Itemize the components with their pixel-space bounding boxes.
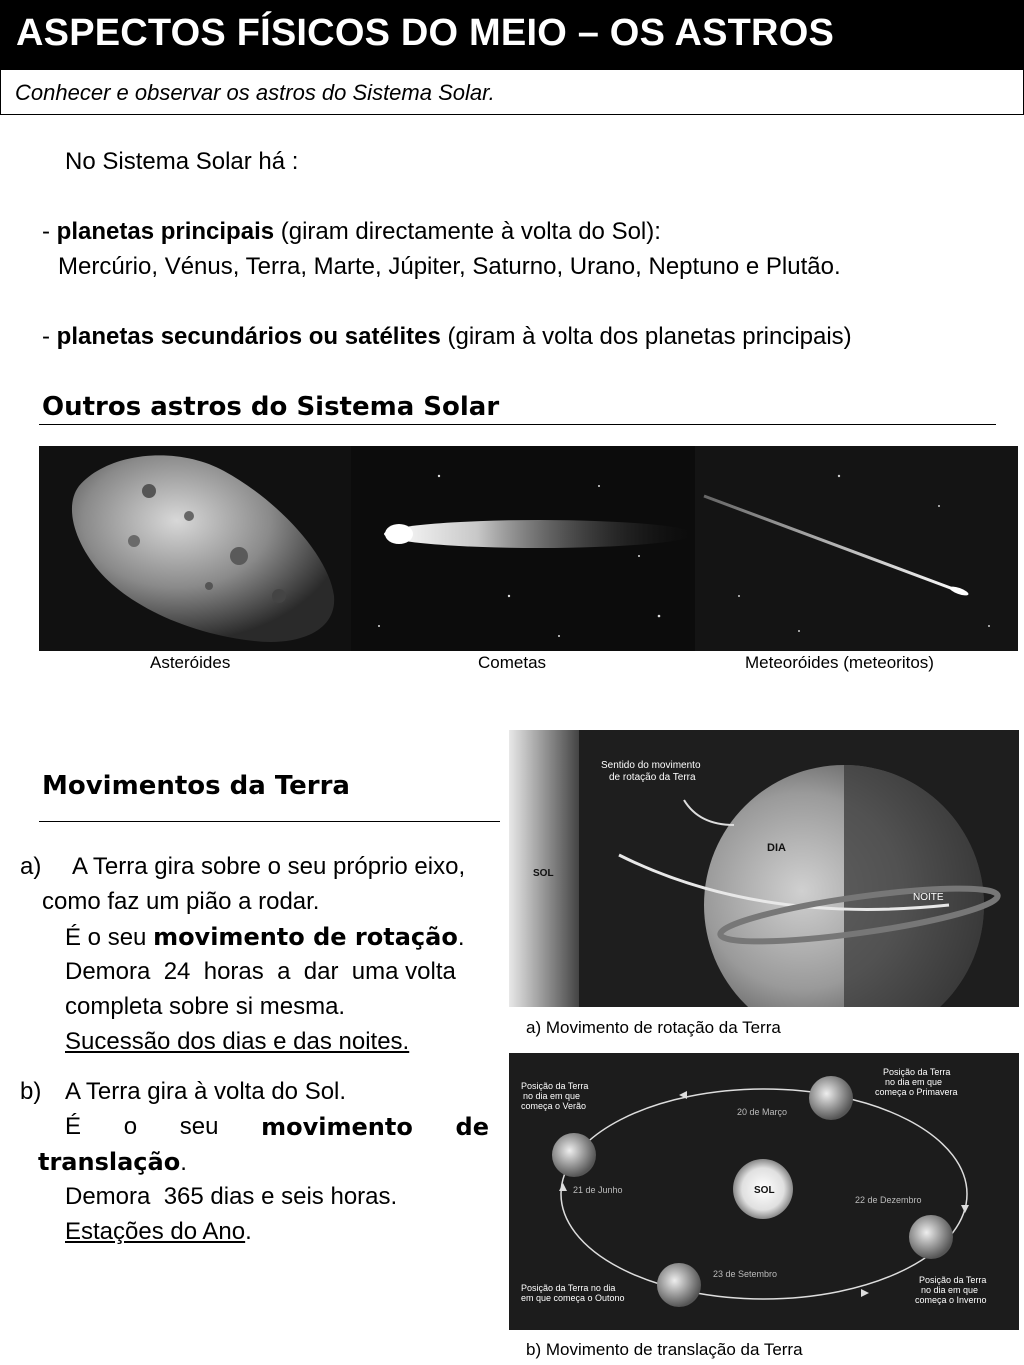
translation-text-line5: [65, 1218, 252, 1246]
rotation-figure-svg: [509, 730, 1019, 1007]
rotation-text-line3: [65, 923, 465, 952]
date-junho: 21 de Junho: [573, 1185, 623, 1195]
dash: -: [42, 218, 57, 245]
word: seu: [179, 1113, 219, 1140]
term-translacao: translação: [38, 1148, 181, 1176]
text: É o seu: [65, 924, 154, 951]
item-marker-a: a): [20, 853, 42, 880]
label-sentido-2: de rotação da Terra: [609, 772, 696, 783]
rotation-text-line5: completa sobre si mesma.: [65, 993, 346, 1020]
term-de: de: [455, 1113, 489, 1141]
primavera-label-2: no dia em que: [885, 1077, 943, 1087]
caption-asteroides: Asteróides: [150, 653, 231, 672]
page-title: ASPECTOS FÍSICOS DO MEIO – OS ASTROS: [16, 12, 835, 54]
item-desc: (giram à volta dos planetas principais): [440, 323, 852, 350]
rotation-text-line2: como faz um pião a rodar.: [42, 888, 320, 915]
section-heading-movimentos: Movimentos da Terra: [42, 771, 350, 801]
label-sol: SOL: [533, 868, 554, 879]
rotation-figure: [509, 730, 1019, 1007]
astros-photo-svg: [39, 446, 1018, 651]
date-setembro: 23 de Setembro: [713, 1269, 778, 1279]
label-dia: DIA: [767, 842, 786, 854]
intro-item-planetas-principais: [42, 218, 661, 246]
heading-rule: [39, 821, 500, 822]
intro-item-satelites: [42, 323, 852, 351]
caption-cometas: Cometas: [478, 653, 547, 672]
outono-label-1: Posição da Terra no dia: [521, 1283, 616, 1293]
date-marco: 20 de Março: [737, 1107, 788, 1117]
outono-label-2: em que começa o Outono: [521, 1293, 625, 1303]
rotation-text-line4: Demora 24 horas a dar uma volta: [65, 958, 456, 985]
primavera-label-1: Posição da Terra: [883, 1067, 951, 1077]
primavera-label-3: começa o Primavera: [875, 1087, 958, 1097]
intro-lead: No Sistema Solar há :: [65, 148, 299, 175]
term-movimento-rotacao: movimento de rotação: [153, 923, 458, 951]
term-planetas-principais: planetas principais: [56, 218, 275, 245]
translation-text-line2: [65, 1113, 489, 1141]
term-satelites: planetas secundários ou satélites: [56, 323, 441, 350]
verao-label-3: começa o Verão: [521, 1101, 587, 1111]
estacoes-link-text: Estações do Ano: [65, 1218, 246, 1245]
text: .: [245, 1218, 252, 1245]
item-desc: (giram directamente à volta do Sol):: [274, 218, 661, 245]
sol-label: SOL: [754, 1185, 775, 1196]
heading-rule: [39, 424, 996, 425]
inverno-label-2: no dia em que: [921, 1285, 979, 1295]
word: É: [65, 1113, 82, 1140]
label-sentido-1: Sentido do movimento: [601, 760, 701, 771]
term-movimento: movimento: [261, 1113, 413, 1141]
text: .: [457, 924, 465, 951]
text: .: [180, 1149, 187, 1176]
section-heading-outros-astros: Outros astros do Sistema Solar: [42, 392, 500, 422]
item-marker-b: b): [20, 1078, 42, 1105]
date-dezembro: 22 de Dezembro: [855, 1195, 922, 1205]
verao-label-2: no dia em que: [523, 1091, 581, 1101]
translation-figure: [509, 1053, 1019, 1330]
planet-list: Mercúrio, Vénus, Terra, Marte, Júpiter, Saturno, Urano, Neptuno e Plutão.: [58, 253, 841, 280]
caption-translacao: b) Movimento de translação da Terra: [526, 1340, 803, 1359]
inverno-label-3: começa o Inverno: [915, 1295, 987, 1305]
page-subtitle: Conhecer e observar os astros do Sistema Solar.: [15, 80, 495, 105]
caption-rotacao: a) Movimento de rotação da Terra: [526, 1018, 781, 1037]
translation-figure-svg: [509, 1053, 1019, 1330]
astros-photo-strip: [39, 446, 1018, 651]
inverno-label-1: Posição da Terra: [919, 1275, 987, 1285]
translation-text-line3: [38, 1148, 187, 1177]
word: o: [123, 1113, 138, 1140]
subtitle-box: [0, 69, 1024, 115]
translation-text-line4: Demora 365 dias e seis horas.: [65, 1183, 398, 1210]
caption-meteoroides: Meteoróides (meteoritos): [745, 653, 934, 672]
dash: -: [42, 323, 57, 350]
translation-text-line1: A Terra gira à volta do Sol.: [65, 1078, 347, 1105]
rotation-text-line1: A Terra gira sobre o seu próprio eixo,: [72, 853, 466, 880]
label-noite: NOITE: [913, 892, 944, 903]
rotation-text-line6: Sucessão dos dias e das noites.: [65, 1028, 410, 1055]
verao-label-1: Posição da Terra: [521, 1081, 589, 1091]
